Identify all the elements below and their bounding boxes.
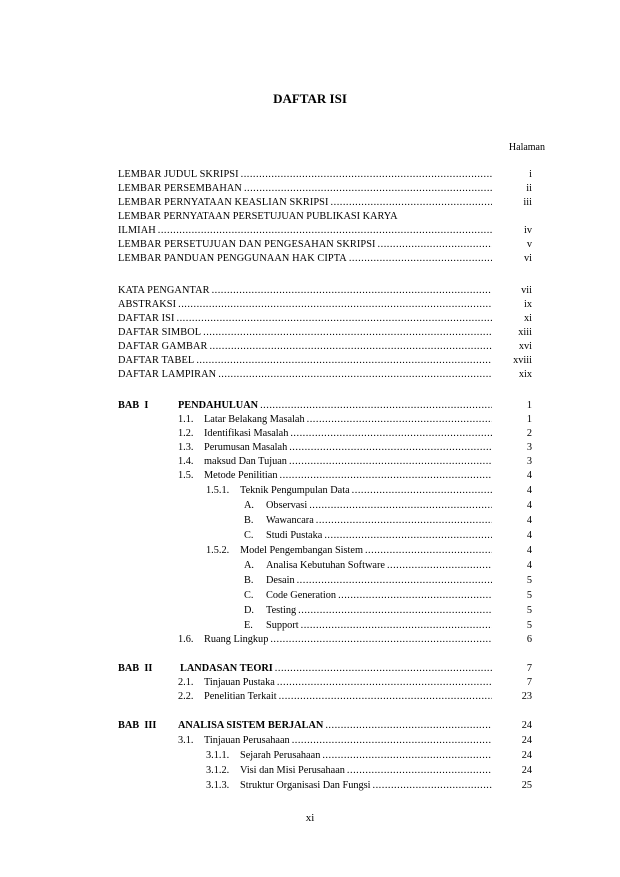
toc-subentry: 1.5.2. Model Pengembangan Sistem ..... 4 (206, 544, 494, 557)
toc-entry: DAFTAR SIMBOL ..... xiii (118, 326, 494, 339)
toc-subentry: C. Studi Pustaka ..... 4 (244, 529, 494, 542)
toc-entry: LEMBAR PANDUAN PENGGUNAAN HAK CIPTA ..... vi (118, 252, 494, 265)
toc-subentry: 2.2. Penelitian Terkait ..... 23 (178, 690, 494, 703)
toc-subentry: 1.6. Ruang Lingkup ..... 6 (178, 633, 494, 646)
toc-subentry: E. Support ..... 5 (244, 619, 494, 632)
toc-subentry: B. Wawancara ..... 4 (244, 514, 494, 527)
toc-entry-line1: LEMBAR PERNYATAAN PERSETUJUAN PUBLIKASI KARYA (118, 211, 398, 222)
toc-subentry: 1.5.1. Teknik Pengumpulan Data ..... 4 (206, 484, 494, 497)
toc-entry: DAFTAR ISI ..... xi (118, 312, 494, 325)
toc-subentry: 1.2. Identifikasi Masalah ..... 2 (178, 427, 494, 440)
toc-subentry: A. Analisa Kebutuhan Software ..... 4 (244, 559, 494, 572)
toc-subentry: D. Testing ..... 5 (244, 604, 494, 617)
toc-entry: DAFTAR LAMPIRAN ..... xix (118, 368, 494, 381)
chapter-heading: PENDAHULUAN ..... 1 (178, 399, 494, 412)
chapter-code: BAB III (118, 720, 157, 731)
toc-subentry: 3.1.2. Visi dan Misi Perusahaan ..... 24 (206, 764, 494, 777)
toc-subentry: 3.1.1. Sejarah Perusahaan ..... 24 (206, 749, 494, 762)
toc-subentry: 1.4. maksud Dan Tujuan ..... 3 (178, 455, 494, 468)
toc-entry: ILMIAH ..... iv (118, 224, 494, 237)
toc-entry: DAFTAR GAMBAR ..... xvi (118, 340, 494, 353)
toc-entry: KATA PENGANTAR ..... vii (118, 284, 494, 297)
toc-subentry: C. Code Generation ..... 5 (244, 589, 494, 602)
toc-entry: ABSTRAKSI ..... ix (118, 298, 494, 311)
toc-subentry: 1.5. Metode Penilitian ..... 4 (178, 469, 494, 482)
halaman-label: Halaman (508, 142, 545, 153)
toc-subentry: B. Desain ..... 5 (244, 574, 494, 587)
toc-entry: LEMBAR PERSEMBAHAN ..... ii (118, 182, 494, 195)
toc-subentry: 3.1. Tinjauan Perusahaan ..... 24 (178, 734, 494, 747)
chapter-heading: LANDASAN TEORI ..... 7 (180, 662, 494, 675)
toc-subentry: 2.1. Tinjauan Pustaka ..... 7 (178, 676, 494, 689)
toc-entry: LEMBAR PERSETUJUAN DAN PENGESAHAN SKRIPSI ..... v (118, 238, 494, 251)
toc-entry: LEMBAR JUDUL SKRIPSI ..... i (118, 168, 494, 181)
toc-subentry: 1.3. Perumusan Masalah ..... 3 (178, 441, 494, 454)
toc-subentry: 1.1. Latar Belakang Masalah ..... 1 (178, 413, 494, 426)
toc-subentry: 3.1.3. Struktur Organisasi Dan Fungsi ..... 25 (206, 779, 494, 792)
chapter-heading: ANALISA SISTEM BERJALAN ..... 24 (178, 719, 494, 732)
chapter-code: BAB I (118, 400, 149, 411)
page-number: xi (305, 812, 315, 824)
toc-entry: DAFTAR TABEL ..... xviii (118, 354, 494, 367)
toc-subentry: A. Observasi ..... 4 (244, 499, 494, 512)
page-title: DAFTAR ISI (273, 91, 347, 106)
toc-entry: LEMBAR PERNYATAAN KEASLIAN SKRIPSI ..... iii (118, 196, 494, 209)
chapter-code: BAB II (118, 663, 153, 674)
